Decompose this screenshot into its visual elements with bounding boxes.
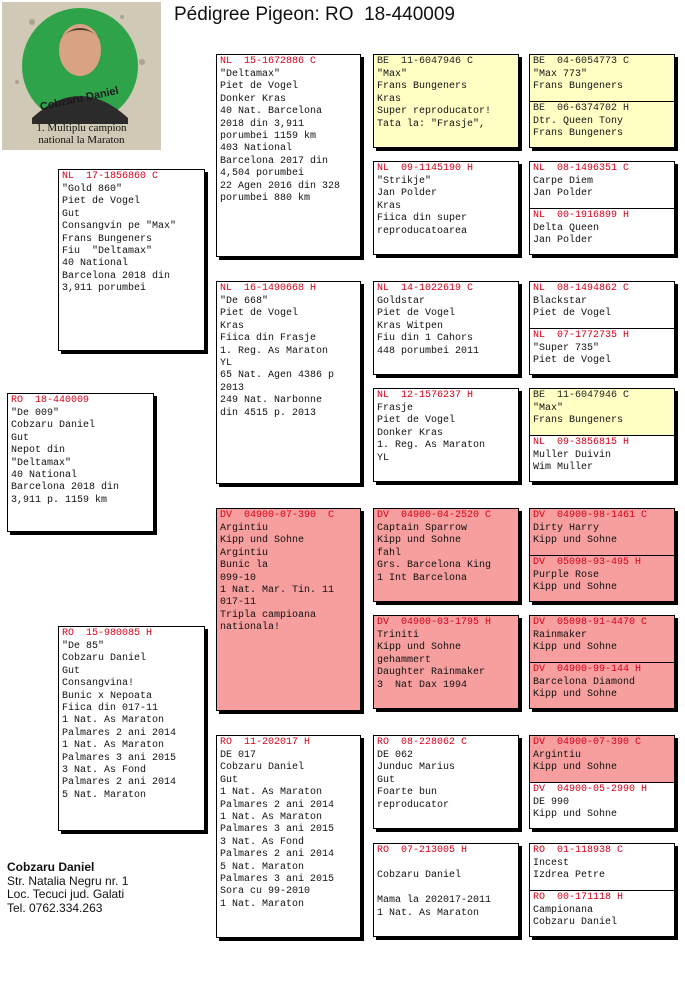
ring-number: NL 17-1856860 C (62, 171, 159, 182)
pigeon-details: "Gold 860" Piet de Vogel Gut Consangvin pe "Max" Frans Bungeners Fiu "Deltamax" 40 National Barcelona 2018 din 3,911 porumbei (62, 184, 177, 295)
pigeon-details: Cobzaru Daniel Mama la 202017-2011 1 Nat. As Maraton (377, 870, 492, 919)
pigeon-details: Purple Rose Kipp und Sohne (533, 570, 618, 594)
great-grandparent-card[interactable] (373, 54, 519, 148)
ring-number: DV 05098-91-4470 C (533, 617, 648, 628)
pigeon-details: Captain Sparrow Kipp und Sohne fahl Grs. Barcelona King 1 Int Barcelona (377, 523, 492, 584)
pigeon-details: "Super 735" Piet de Vogel (533, 343, 612, 367)
ring-number: RO 00-171118 H (533, 892, 624, 903)
great-great-grandparent-pair[interactable] (529, 615, 675, 709)
pigeon-details: Goldstar Piet de Vogel Kras Witpen Fiu din 1 Cahors 448 porumbei 2011 (377, 296, 480, 357)
pair-upper-half (530, 389, 674, 435)
ring-number: DV 04900-07-390 C (220, 510, 335, 521)
pigeon-details: Argintiu Kipp und Sohne (533, 750, 618, 774)
pigeon-details: Campionana Cobzaru Daniel (533, 905, 618, 929)
great-grandparent-card[interactable] (373, 508, 519, 602)
pair-upper-half (530, 736, 674, 782)
ring-number: RO 11-202017 H (220, 737, 311, 748)
pigeon-details: Incest Izdrea Petre (533, 858, 606, 882)
pigeon-details: Triniti Kipp und Sohne gehammert Daughter Rainmaker 3 Nat Dax 1994 (377, 630, 486, 691)
great-grandparent-card[interactable] (373, 735, 519, 829)
ring-number: DV 04900-99-144 H (533, 664, 642, 675)
ring-number: BE 04-6054773 C (533, 56, 630, 67)
ring-number: BE 11-6047946 C (377, 56, 474, 67)
ring-number: NL 00-1916899 H (533, 210, 630, 221)
pigeon-details: Delta Queen Jan Polder (533, 223, 600, 247)
owner-phone: Tel. 0762.334.263 (7, 900, 103, 915)
pigeon-details: Rainmaker Kipp und Sohne (533, 630, 618, 654)
ring-number: NL 08-1494862 C (533, 283, 630, 294)
breeder-photo (2, 2, 161, 150)
ring-number: RO 15-980085 H (62, 628, 153, 639)
ring-number: RO 08-228062 C (377, 737, 468, 748)
ring-number: NL 09-3856815 H (533, 437, 630, 448)
pigeon-details: Muller Duivin Wim Muller (533, 450, 612, 474)
great-grandparent-card[interactable] (373, 615, 519, 709)
ring-number: BE 11-6047946 C (533, 390, 630, 401)
great-great-grandparent-pair[interactable] (529, 735, 675, 829)
ring-number: NL 15-1672886 C (220, 56, 317, 67)
ring-number: NL 07-1772735 H (533, 330, 630, 341)
ring-number: RO 01-118938 C (533, 845, 624, 856)
ring-number: DV 05098-93-495 H (533, 557, 642, 568)
pigeon-details: Blackstar Piet de Vogel (533, 296, 612, 320)
pigeon-details: DE 017 Cobzaru Daniel Gut 1 Nat. As Maraton Palmares 2 ani 2014 1 Nat. As Maraton Palmares 3 ani 2015 3 Nat. As Fond Palmares 2 ani 2014 5 Nat. Maraton Palmares 3 ani 2015 Sora cu 99-2010 1 Nat. Maraton (220, 750, 335, 910)
ring-number: RO 18-440009 (11, 395, 90, 406)
ring-number: NL 09-1145190 H (377, 163, 474, 174)
owner-contact-block (7, 861, 128, 915)
pigeon-details: "De 668" Piet de Vogel Kras Fiica din Frasje 1. Reg. As Maraton YL 65 Nat. Agen 4386 p 2013 249 Nat. Narbonne din 4515 p. 2013 (220, 296, 335, 419)
great-great-grandparent-pair[interactable] (529, 388, 675, 482)
great-great-grandparent-pair[interactable] (529, 843, 675, 937)
pigeon-details: DE 062 Junduc Marius Gut Foarte bun reproducator (377, 750, 456, 811)
ring-number: DV 04900-03-1795 H (377, 617, 492, 628)
sire-sire-card[interactable] (216, 54, 361, 257)
pigeon-details: Frasje Piet de Vogel Donker Kras 1. Reg. As Maraton YL (377, 403, 486, 464)
ring-number: DV 04900-04-2520 C (377, 510, 492, 521)
ring-number: BE 06-6374702 H (533, 103, 630, 114)
owner-address-line: Loc. Tecuci jud. Galati (7, 887, 125, 901)
pigeon-details: "Max 773" Frans Bungeners (533, 69, 624, 93)
pigeon-details: "Strikje" Jan Polder Kras Fiica din super reproducatoarea (377, 176, 468, 237)
ring-number: DV 04900-07-390 C (533, 737, 642, 748)
ring-number: NL 14-1022619 C (377, 283, 474, 294)
dam-dam-card[interactable] (216, 735, 361, 938)
subject-card[interactable] (7, 393, 154, 532)
pigeon-details: "Deltamax" Piet de Vogel Donker Kras 40 Nat. Barcelona 2018 din 3,911 porumbei 1159 km 403 National Barcelona 2017 din 4,504 porumbei 22 Agen 2016 din 328 porumbei 880 km (220, 69, 341, 205)
great-grandparent-card[interactable] (373, 843, 519, 937)
ring-number: NL 16-1490668 H (220, 283, 317, 294)
pigeon-details: Barcelona Diamond Kipp und Sohne (533, 677, 636, 701)
page-title: Pédigree Pigeon: RO 18-440009 (174, 4, 455, 25)
pigeon-details: "De 009" Cobzaru Daniel Gut Nepot din "Deltamax" 40 National Barcelona 2018 din 3,911 p. 1159 km (11, 408, 120, 506)
pigeon-details: "Max" Frans Bungeners (533, 403, 624, 427)
ring-number: RO 07-213005 H (377, 845, 468, 856)
ring-number: NL 08-1496351 C (533, 163, 630, 174)
sire-dam-card[interactable] (216, 281, 361, 484)
pigeon-details: Argintiu Kipp und Sohne Argintiu Bunic la 099-10 1 Nat. Mar. Tin. 11 017-11 Tripla campioana nationala! (220, 523, 335, 634)
ring-number: DV 04900-05-2990 H (533, 784, 648, 795)
pigeon-details: "Max" Frans Bungeners Kras Super reproducator! Tata la: "Frasje", (377, 69, 492, 130)
great-grandparent-card[interactable] (373, 281, 519, 375)
photo-caption-line: 1. Multiplu campion (36, 122, 127, 134)
pigeon-details: Dtr. Queen Tony Frans Bungeners (533, 116, 624, 140)
pigeon-details: "De 85" Cobzaru Daniel Gut Consangvina! Bunic x Nepoata Fiica din 017-11 1 Nat. As Maraton Palmares 2 ani 2014 1 Nat. As Maraton Palmares 3 ani 2015 3 Nat. As Fond Palmares 2 ani 2014 5 Nat. Maraton (62, 641, 177, 801)
photo-name-label: Cobzaru Daniel (38, 84, 120, 114)
great-great-grandparent-pair[interactable] (529, 508, 675, 602)
photo-caption (2, 122, 161, 146)
ring-number: NL 12-1576237 H (377, 390, 474, 401)
great-grandparent-card[interactable] (373, 161, 519, 255)
ring-number: DV 04900-98-1461 C (533, 510, 648, 521)
pigeon-details: Carpe Diem Jan Polder (533, 176, 594, 200)
great-great-grandparent-pair[interactable] (529, 281, 675, 375)
dam-card[interactable] (58, 626, 205, 831)
pigeon-details: DE 990 Kipp und Sohne (533, 797, 618, 821)
owner-address-line: Str. Natalia Negru nr. 1 (7, 873, 129, 888)
great-grandparent-card[interactable] (373, 388, 519, 482)
owner-name: Cobzaru Daniel (7, 860, 95, 874)
pigeon-details: Dirty Harry Kipp und Sohne (533, 523, 618, 547)
great-great-grandparent-pair[interactable] (529, 161, 675, 255)
great-great-grandparent-pair[interactable] (529, 54, 675, 148)
photo-caption-line: national la Maraton (38, 134, 125, 146)
sire-card[interactable] (58, 169, 205, 351)
dam-sire-card[interactable] (216, 508, 361, 711)
